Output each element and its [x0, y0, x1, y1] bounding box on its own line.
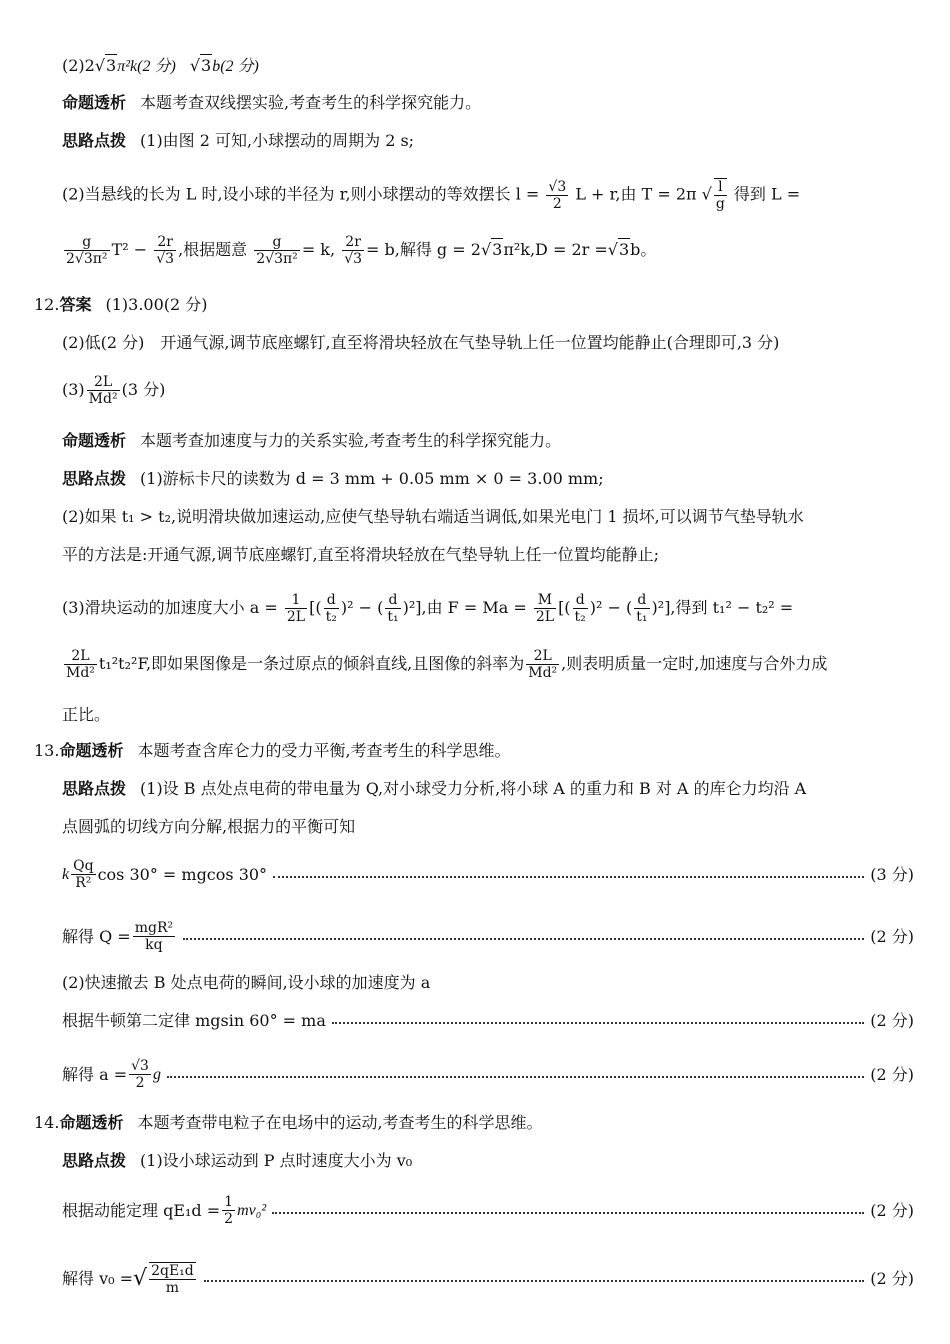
q11-hint-1: 思路点拨 (1)由图 2 可知,小球摆动的周期为 2 s;	[62, 131, 415, 150]
q12-analysis: 命题透析 本题考查加速度与力的关系实验,考查考生的科学探究能力。	[62, 431, 562, 450]
fraction-2L-over-Md2: $\frac{2L}{\text{Md²}}$	[88, 374, 118, 407]
fraction-d-over-t2: $\frac{d}{\text{t₂}}$	[325, 592, 337, 625]
fraction-mgR2-over-kq: mgR² kq	[134, 920, 174, 953]
leader-dots	[204, 1280, 864, 1282]
q13-eq-2: 解得 Q = mgR² kq (2 分)	[62, 920, 914, 953]
q12-answer-1: 12.答案 (1)3.00(2 分)	[34, 295, 208, 314]
fraction-1-over-2: $\frac{1}{2}$	[224, 1194, 234, 1227]
leader-dots	[167, 1076, 864, 1078]
q13-eq-3: 根据牛顿第二定律 mgsin 60° = ma (2 分)	[62, 1011, 914, 1030]
q13-hint-2: (2)快速撤去 B 处点电荷的瞬间,设小球的加速度为 a	[62, 973, 431, 992]
q11-hint-2: (2)当悬线的长为 L 时,设小球的半径为 r,则小球摆动的等效摆长 l = $\frac{√3}{2}$ L + r,由 T = 2π √ $\frac{l}{g}$ 得到 L =	[62, 178, 801, 212]
q12-answer-3: (3) $\frac{2L}{\text{Md²}}$ (3 分)	[62, 374, 166, 407]
fraction-2L-over-Md2-b: $\frac{2L}{\text{Md²}}$	[66, 648, 95, 681]
q12-hint-3-line3: 正比。	[62, 705, 111, 724]
q14-hint-1: 思路点拨 (1)设小球运动到 P 点时速度大小为 v₀	[62, 1151, 413, 1170]
fraction-g-over-2sqrt3pi2: $\frac{g}{\text{2√3π²}}$	[66, 234, 108, 267]
leader-dots	[273, 876, 864, 878]
fraction-1-over-2L: $\frac{1}{2L}$	[286, 592, 306, 625]
fraction-l-over-g: $\frac{l}{g}$	[715, 179, 725, 212]
fraction-sqrt3-over-2-b: $\frac{√3}{2}$	[131, 1058, 149, 1091]
q12-hint-1: 思路点拨 (1)游标卡尺的读数为 d = 3 mm + 0.05 mm × 0 = 3.00 mm;	[62, 469, 604, 488]
q12-hint-3: (3)滑块运动的加速度大小 a = $\frac{1}{2L}$ [( $\frac{d}{\text{t₂}}$ )² − ( $\frac{d}{\text{t₁}}$ )²],由 F = Ma = $\frac{M}{2L}$ [( $\frac{d}{\text{t₂}}$ )² − ( $\frac{d}{\text{t₁}}$ )²],得到 t₁² − t₂² =	[62, 592, 794, 625]
fraction-2L-over-Md2-c: $\frac{2L}{\text{Md²}}$	[528, 648, 558, 681]
fraction-g-over-2sqrt3pi2-b: $\frac{g}{\text{2√3π²}}$	[256, 234, 298, 267]
q11-analysis: 命题透析 本题考查双线摆实验,考查考生的科学探究能力。	[62, 93, 482, 112]
fraction-2r-over-sqrt3-b: $\frac{2r}{√3}$	[344, 234, 363, 267]
leader-dots	[272, 1212, 864, 1214]
q12-hint-3-line2: $\frac{2L}{\text{Md²}}$ t₁²t₂²F,即如果图像是一条过原点的倾斜直线,且图像的斜率为 $\frac{2L}{\text{Md²}}$ ,则表明质量一定时,加速度与合外力成	[66, 648, 828, 681]
fraction-d-over-t1: $\frac{d}{\text{t₁}}$	[387, 592, 399, 625]
leader-dots	[332, 1022, 864, 1024]
fraction-2r-over-sqrt3: $\frac{2r}{√3}$	[156, 234, 175, 267]
leader-dots	[183, 938, 864, 940]
fraction-Qq-over-R2: Qq R²	[73, 858, 94, 891]
fraction-sqrt3-over-2: $\frac{√3}{2}$	[548, 178, 567, 212]
q13-eq-4: 解得 a = $\frac{√3}{2}$ g (2 分)	[62, 1058, 914, 1091]
q11-hint-3: $\frac{g}{\text{2√3π²}}$ T² − $\frac{2r}{√3}$ ,根据题意 $\frac{g}{\text{2√3π²}}$ = k, $\frac{2r}{√3}$ = b,解得 g = 2√3π²k,D = 2r =√3b。	[66, 234, 657, 267]
q12-hint-2b: 平的方法是:开通气源,调节底座螺钉,直至将滑块轻放在气垫导轨上任一位置均能静止;	[62, 545, 659, 564]
fraction-d-over-t2-b: $\frac{d}{\text{t₂}}$	[574, 592, 586, 625]
q12-hint-2a: (2)如果 t₁ > t₂,说明滑块做加速运动,应使气垫导轨右端适当调低,如果光电门 1 损坏,可以调节气垫导轨水	[62, 507, 804, 526]
fraction-2qE1d-over-m: 2qE₁d m	[151, 1263, 194, 1296]
fraction-M-over-2L: $\frac{M}{2L}$	[535, 592, 555, 625]
q13-eq-1: k Qq R² cos 30° = mgcos 30° (3 分)	[62, 858, 914, 891]
q13-hint-1a: 思路点拨 (1)设 B 点处点电荷的带电量为 Q,对小球受力分析,将小球 A 的重力和 B 对 A 的库仑力均沿 A	[62, 779, 807, 798]
q13-hint-1b: 点圆弧的切线方向分解,根据力的平衡可知	[62, 817, 356, 836]
q11-answer-2: (2)2√3π²k(2 分) √3b(2 分)	[62, 56, 259, 75]
q14-eq-1: 根据动能定理 qE₁d = $\frac{1}{2}$ mv₀² (2 分)	[62, 1194, 914, 1227]
q14-analysis: 14.命题透析 本题考查带电粒子在电场中的运动,考查考生的科学思维。	[34, 1113, 543, 1132]
q12-answer-2: (2)低(2 分) 开通气源,调节底座螺钉,直至将滑块轻放在气垫导轨上任一位置均能静止(合理即可,3 分)	[62, 333, 780, 352]
q13-analysis: 13.命题透析 本题考查含库仑力的受力平衡,考查考生的科学思维。	[34, 741, 511, 760]
q14-eq-2: 解得 v₀ = √ 2qE₁d m (2 分)	[62, 1263, 914, 1296]
fraction-d-over-t1-b: $\frac{d}{\text{t₁}}$	[636, 592, 648, 625]
